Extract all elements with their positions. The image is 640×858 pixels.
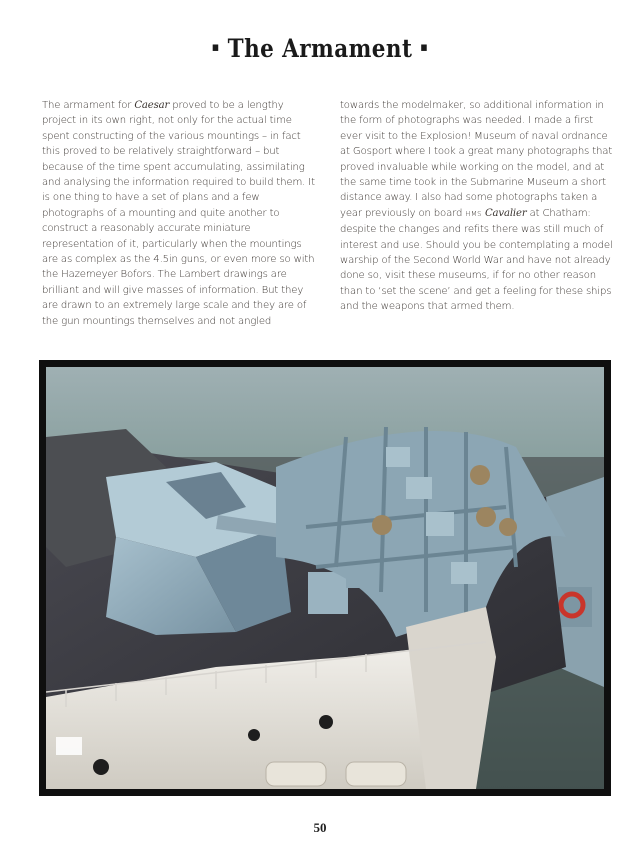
page-number: 50 (313, 820, 327, 835)
text-column-right (340, 98, 613, 315)
photo-frame (39, 360, 611, 796)
ship-name-cavalier: Cavalier (484, 207, 527, 219)
right-text-rest: at Chatham: despite the changes and refits there was still much of interest and use. Should you be contemplating a model warship of the Second World War and have not already done so, visit these museums, if for no other reason than to ‘set the scene’ and get a feeling for these ships and the weapons that armed them. (340, 207, 613, 313)
liferaft (266, 762, 326, 786)
liferaft-2 (346, 762, 406, 786)
ship-name-caesar: Caesar (134, 100, 170, 111)
hms-prefix: HMS (465, 209, 482, 218)
page-title (45, 34, 595, 63)
left-text-rest: proved to be a lengthy project in its own right, not only for the actual time spent constructing of the various mountings – in fact this proved to be relatively straightforward – but because of the time spent accumulating, assimilating and analysing the information required to build them. It is one thing to have a set of plans and a few photographs of a mounting and quite another to construct a reasonably accurate miniature representation of it, particularly when the mountings are as complex as the 4.5in guns, or even more so with the Hazemeyer Bofors. The Lambert drawings are brilliant and will give masses of information. But they are drawn to an extremely large scale and they are of the gun mountings themselves and not angled (42, 100, 315, 327)
ready-use-locker (308, 572, 348, 614)
model-warship-gun-turret-photo (46, 367, 604, 789)
text-column-left (42, 98, 318, 329)
right-text-start: towards the modelmaker, so additional information in the form of photographs was needed. I made a first ever visit to the Explosion! Museum of naval ordnance at Gosport where I took a great many photographs that proved invaluable while working on the model, and at the same time took in the Submarine Museum a short distance away. I also had some photographs taken a year previously on board (340, 100, 613, 219)
left-text-start: The armament for (42, 100, 135, 111)
title-text: The Armament (227, 34, 413, 63)
title-marker-left: ▪ (211, 40, 220, 55)
title-marker-right: ▪ (420, 40, 429, 55)
hull-fitting (56, 737, 82, 755)
